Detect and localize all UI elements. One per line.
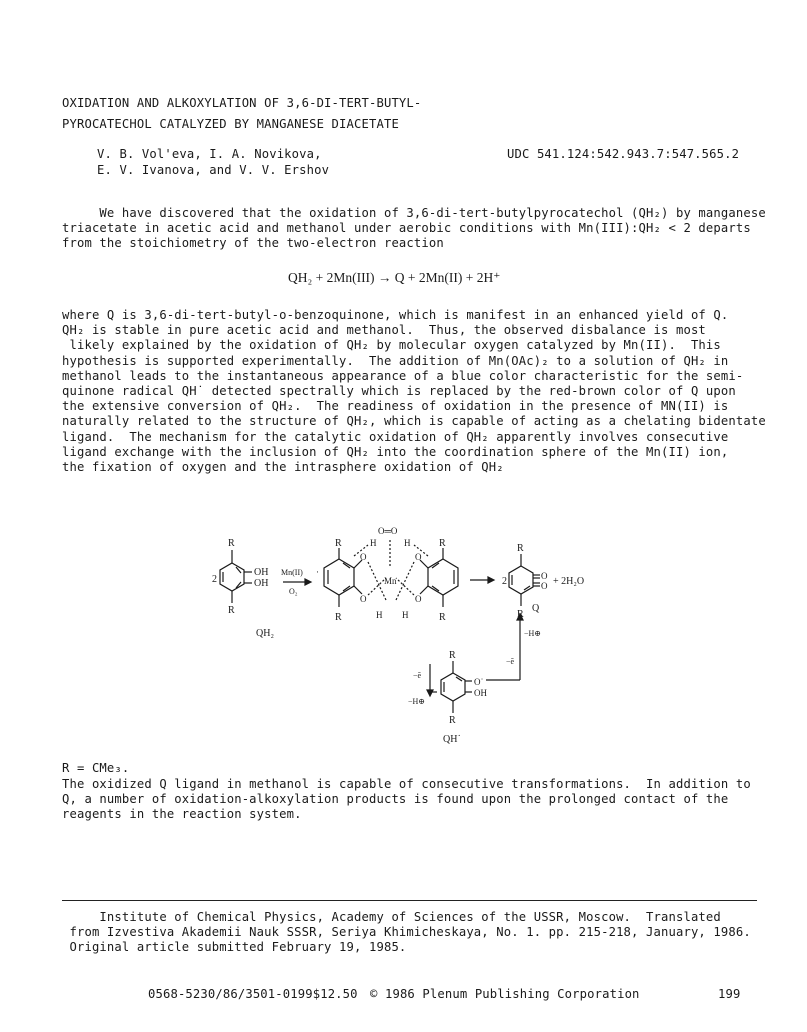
text-line: Institute of Chemical Physics, Academy of Sciences of the USSR, Moscow. Translated [62,910,721,924]
h-label: H [376,610,383,620]
text-line: QH₂ is stable in pure acetic acid and methanol. Thus, the observed disbalance is most [62,323,706,338]
text-line: ligand exchange with the inclusion of QH₂ into the coordination sphere of the Mn(II) ion, [62,444,729,459]
text-line: the fixation of oxygen and the intrasphere oxidation of QH₂ [62,460,504,475]
qh-radical-label: QH˙ [443,734,461,745]
r-label: R [335,538,342,549]
r-definition: R = CMe₃. [62,761,130,775]
r-label: R [449,715,456,726]
o-label: O [360,594,367,604]
footer-copyright: © 1986 Plenum Publishing Corporation [370,987,640,1001]
quinone-oxygen: O [541,581,548,591]
o-label: O [415,552,422,562]
qh2-compound-label: QH₂ [256,628,274,639]
o-label: O [415,594,422,604]
h-label: H [370,538,377,548]
mn-ii-catalyst: Mn(II) [281,568,303,577]
authors-line-1: V. B. Vol'eva, I. A. Novikova, [97,147,322,161]
qh2-ring [220,563,244,591]
r-label: R [439,538,446,549]
oh-label: OH [474,688,487,698]
r-label: R [517,609,524,620]
oh-label: OH [254,578,269,589]
r-label: R [335,612,342,623]
page-number: 199 [718,987,741,1001]
coefficient-2: 2 [212,574,217,585]
paper-title-line-1: OXIDATION AND ALKOXYLATION OF 3,6-DI-TERT-BUTYL- [62,96,422,110]
closing-paragraph [62,777,762,823]
text-line: where Q is 3,6-di-tert-butyl-o-benzoquinone, which is manifest in an enhanced yield of Q. [62,308,729,322]
reaction-equation: QH₂ + 2Mn(III) → Q + 2Mn(II) + 2H⁺ [288,270,501,285]
text-line: methanol leads to the instantaneous appearance of a blue color characteristic for the semi- [62,368,744,383]
svg-text:·: · [316,567,319,577]
r-label: R [228,605,235,616]
paper-title-line-2: PYROCATECHOL CATALYZED BY MANGANESE DIACETATE [62,117,399,131]
text-line: Q, a number of oxidation-alkoxylation products is found upon the prolonged contact of the [62,792,729,807]
text-line: quinone radical QH˙ detected spectrally which is replaced by the red-brown color of Q upon [62,384,736,399]
text-line: hypothesis is supported experimentally. The addition of Mn(OAc)₂ to a solution of QH₂ in [62,353,729,368]
minus-e-step: −ē [413,671,422,680]
r-label: R [228,538,235,549]
r-label: R [439,612,446,623]
text-line: Original article submitted February 19, 1985. [62,940,407,955]
text-line: naturally related to the structure of QH₂, which is capable of acting as a chelating bidentate [62,414,766,429]
footnote [62,910,762,956]
o2-reagent: O₂ [289,587,298,596]
o-label: O [360,552,367,562]
authors-line-2: E. V. Ivanova, and V. V. Ershov [97,163,330,177]
minus-h-step: −H⊕ [524,629,541,638]
h-label: H [402,610,409,620]
q-compound-label: Q [532,603,540,614]
text-line: reagents in the reaction system. [62,807,302,822]
text-line: from the stoichiometry of the two-electron reaction [62,236,444,251]
footnote-rule [62,900,757,901]
footer-code: 0568-5230/86/3501-0199$12.50 [148,987,358,1001]
h-label: H [404,538,411,548]
minus-h-step: −H⊕ [408,697,425,706]
text-line: triacetate in acetic acid and methanol under aerobic conditions with Mn(III):QH₂ < 2 departs [62,221,751,236]
r-label: R [517,543,524,554]
o-radical-label: O˙ [474,677,484,687]
text-line: The oxidized Q ligand in methanol is capable of consecutive transformations. In addition to [62,777,751,791]
mn-center-label: Mn [384,576,397,586]
text-line: from Izvestiva Akademii Nauk SSSR, Seriya Khimicheskaya, No. 1. pp. 215-218, January, 1986. [62,925,751,940]
text-line: likely explained by the oxidation of QH₂ by molecular oxygen catalyzed by Mn(II). This [62,338,721,353]
r-label: R [449,650,456,661]
minus-e-step: −ē [506,657,515,666]
water-product: + 2H₂O [553,576,585,587]
oh-label: OH [254,567,269,578]
text-line: We have discovered that the oxidation of 3,6-di-tert-butylpyrocatechol (QH₂) by manganese [62,206,766,220]
dioxygen-label: O═O [378,526,398,536]
text-line: the extensive conversion of QH₂. The readiness of oxidation in the presence of MN(II) is [62,399,729,414]
text-line: ligand. The mechanism for the catalytic oxidation of QH₂ apparently involves consecutive [62,429,729,444]
udc-code: UDC 541.124:542.943.7:547.565.2 [507,147,740,161]
quinone-oxygen: O [541,571,548,581]
coefficient-2: 2 [502,576,507,587]
